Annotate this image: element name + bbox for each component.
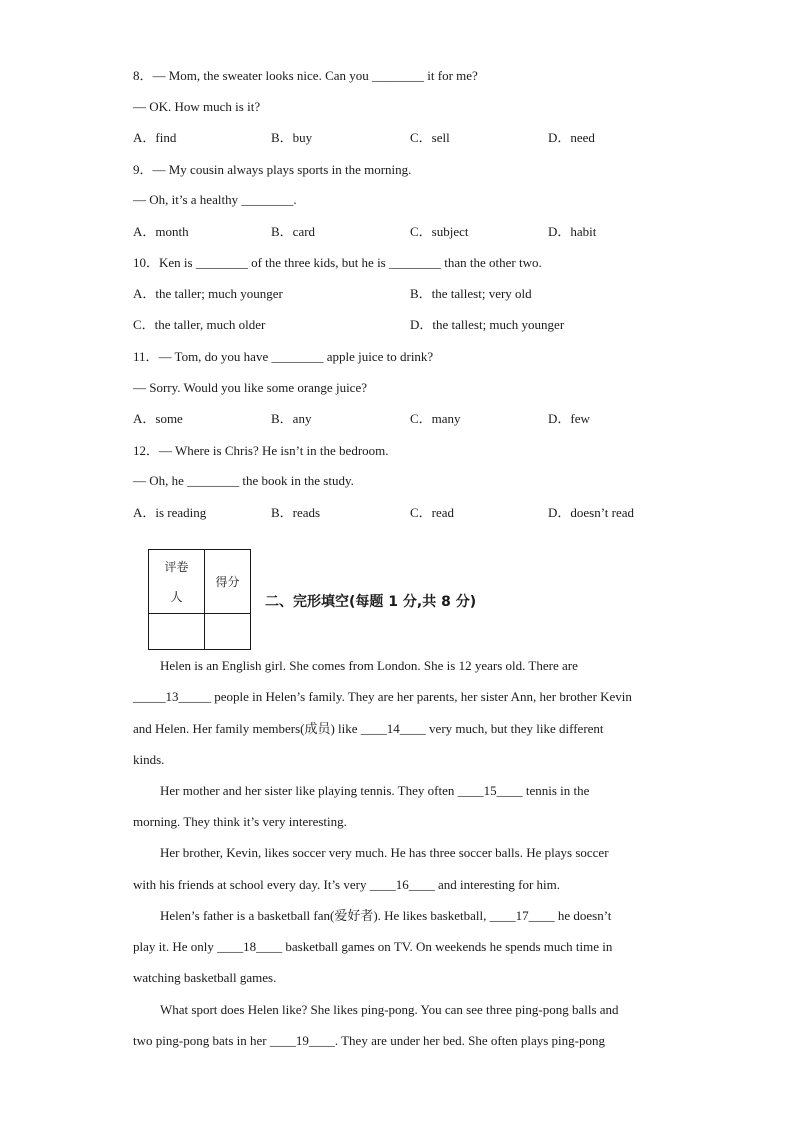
- score-entry-cell: [205, 614, 251, 650]
- question-8-stem: 8．— Mom, the sweater looks nice. Can you ________ it for me?: [133, 68, 478, 83]
- question-9-option-c: C．subject: [410, 224, 469, 239]
- question-9-option-d: D．habit: [548, 224, 597, 239]
- reviewer-entry-cell: [149, 614, 205, 650]
- question-11-option-c: C．many: [410, 411, 461, 426]
- question-8-option-a: A．find: [133, 130, 177, 145]
- passage-line: Helen’s father is a basketball fan(爱好者). He likes basketball, ____17____ he doesn’t: [160, 908, 612, 923]
- score-label-cell: [205, 550, 251, 614]
- passage-line: and Helen. Her family members(成员) like ____14____ very much, but they like different: [133, 721, 604, 736]
- passage-line: kinds.: [133, 752, 165, 767]
- reviewer-label-cell: [149, 550, 205, 614]
- section-title: 二、完形填空(每题 1 分,共 8 分): [265, 594, 477, 610]
- passage-line: watching basketball games.: [133, 970, 277, 985]
- blank-19: ____19____: [269, 1033, 335, 1048]
- question-10-option-d: D．the tallest; much younger: [410, 317, 565, 332]
- question-10-option-c: C．the taller, much older: [133, 317, 266, 332]
- passage-line: What sport does Helen like? She likes ping-pong. You can see three ping-pong balls and: [160, 1002, 619, 1017]
- question-10-option-b: B．the tallest; very old: [410, 286, 532, 301]
- question-9-option-a: A．month: [133, 224, 189, 239]
- blank-14: ____14____: [360, 721, 426, 736]
- score-label: 得分: [215, 575, 240, 589]
- question-12-option-c: C．read: [410, 505, 455, 520]
- passage-line: morning. They think it’s very interesting.: [133, 814, 347, 829]
- question-11-stem: 11．— Tom, do you have ________ apple juice to drink?: [133, 349, 434, 364]
- reviewer-label-line2: 人: [170, 589, 183, 604]
- blank-18: ____18____: [217, 939, 283, 954]
- question-10-stem: 10．Ken is ________ of the three kids, but he is ________ than the other two.: [133, 255, 542, 270]
- question-9-stem: 9．— My cousin always plays sports in the morning.: [133, 162, 412, 177]
- blank-17: ____17____: [489, 908, 555, 923]
- passage-line: play it. He only ____18____ basketball games on TV. On weekends he spends much time in: [133, 939, 613, 954]
- question-9-reply: — Oh, it’s a healthy ________.: [133, 192, 297, 207]
- blank-13: _____13_____: [133, 689, 211, 704]
- passage-line: Helen is an English girl. She comes from London. She is 12 years old. There are: [160, 658, 578, 673]
- passage-line: two ping-pong bats in her ____19____. They are under her bed. She often plays ping-pong: [133, 1033, 605, 1048]
- question-12-reply: — Oh, he ________ the book in the study.: [133, 473, 354, 488]
- question-11-option-b: B．any: [271, 411, 312, 426]
- blank-16: ____16____: [369, 877, 435, 892]
- question-12-option-b: B．reads: [271, 505, 321, 520]
- reviewer-label-line1: 评卷: [164, 559, 189, 574]
- passage-line: _____13_____ people in Helen’s family. They are her parents, her sister Ann, her brother Kevin: [133, 689, 632, 704]
- question-8-option-b: B．buy: [271, 130, 313, 145]
- question-12-option-d: D．doesn’t read: [548, 505, 635, 520]
- passage-line: Her brother, Kevin, likes soccer very much. He has three soccer balls. He plays soccer: [160, 845, 609, 860]
- question-11-option-a: A．some: [133, 411, 183, 426]
- passage-line: with his friends at school every day. It’s very ____16____ and interesting for him.: [133, 877, 560, 892]
- question-8-option-d: D．need: [548, 130, 595, 145]
- question-11-reply: — Sorry. Would you like some orange juice?: [133, 380, 367, 395]
- question-12-option-a: A．is reading: [133, 505, 207, 520]
- passage-line: Her mother and her sister like playing tennis. They often ____15____ tennis in the: [160, 783, 590, 798]
- question-8-option-c: C．sell: [410, 130, 450, 145]
- question-10-option-a: A．the taller; much younger: [133, 286, 283, 301]
- score-table: [148, 549, 251, 650]
- question-11-option-d: D．few: [548, 411, 590, 426]
- question-8-reply: — OK. How much is it?: [133, 99, 261, 114]
- question-12-stem: 12．— Where is Chris? He isn’t in the bedroom.: [133, 443, 389, 458]
- blank-15: ____15____: [457, 783, 523, 798]
- question-9-option-b: B．card: [271, 224, 316, 239]
